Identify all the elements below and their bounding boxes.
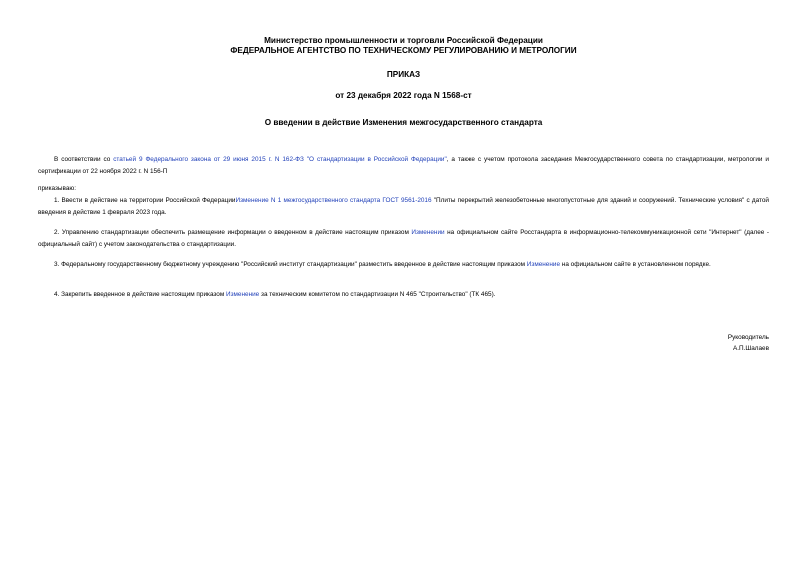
ministry-name: Министерство промышленности и торговли Российской Федерации (264, 36, 543, 45)
intro-paragraph (38, 154, 769, 177)
item-3-text-start: 3. Федеральному государственному бюджетному учреждению "Российский институт стандартизации" разместить введенное в действие настоящим приказом (54, 261, 527, 268)
signature-block (728, 332, 769, 354)
amendment-link[interactable]: Изменение (526, 261, 561, 268)
item-2-text-start: 2. Управлению стандартизации обеспечить размещение информации о введенном в действие настоящим приказом (54, 229, 412, 236)
item-1-text-start: 1. Ввести в действие на территории Российской Федерации (54, 197, 236, 204)
intro-text-end: , а также с учетом протокола заседания Межгосударственного совета по стандартизации, метрологии и сертификации от 22 ноября 2022 г. N 156-П (38, 156, 769, 175)
signatory-name: А.П.Шалаев (732, 345, 769, 352)
standard-amendment-link[interactable]: Изменение N 1 межгосударственного стандарта ГОСТ 9561-2016 (235, 197, 432, 204)
item-1-text-end: "Плиты перекрытий железобетонные многопустотные для зданий и сооружений. Технические условия" с датой введения в действие 1 февраля 2023 года. (38, 197, 769, 216)
document-date-number: от 23 декабря 2022 года N 1568-ст (335, 91, 472, 100)
amendment-link[interactable]: Изменении (411, 229, 445, 236)
signatory-title: Руководитель (727, 334, 769, 341)
item-3-text-end: на официальном сайте в установленном порядке. (560, 261, 711, 268)
item-2-text-end: на официальном сайте Росстандарта в информационно-телекоммуникационной сети "Интернет" (далее - официальный сайт) с учетом законодательства о стандартизации. (38, 229, 769, 248)
federal-law-link[interactable]: статьей 9 Федерального закона от 29 июня 2015 г. N 162-ФЗ "О стандартизации в Российской Федерации" (113, 156, 447, 163)
order-item-1 (38, 195, 769, 218)
agency-name: ФЕДЕРАЛЬНОЕ АГЕНТСТВО ПО ТЕХНИЧЕСКОМУ РЕГУЛИРОВАНИЮ И МЕТРОЛОГИИ (230, 46, 577, 55)
document-type: ПРИКАЗ (386, 70, 421, 79)
item-4-text-start: 4. Закрепить введенное в действие настоящим приказом (54, 291, 227, 298)
order-item-4 (38, 289, 769, 301)
amendment-link[interactable]: Изменение (226, 291, 260, 298)
intro-text-start: В соответствии со (54, 156, 114, 163)
order-word: приказываю: (38, 185, 76, 192)
order-item-2 (38, 227, 769, 250)
item-4-text-end: за техническим комитетом по стандартизации N 465 "Строительство" (ТК 465). (259, 291, 496, 298)
document-subject: О введении в действие Изменения межгосударственного стандарта (264, 118, 543, 127)
order-item-3 (38, 259, 769, 271)
